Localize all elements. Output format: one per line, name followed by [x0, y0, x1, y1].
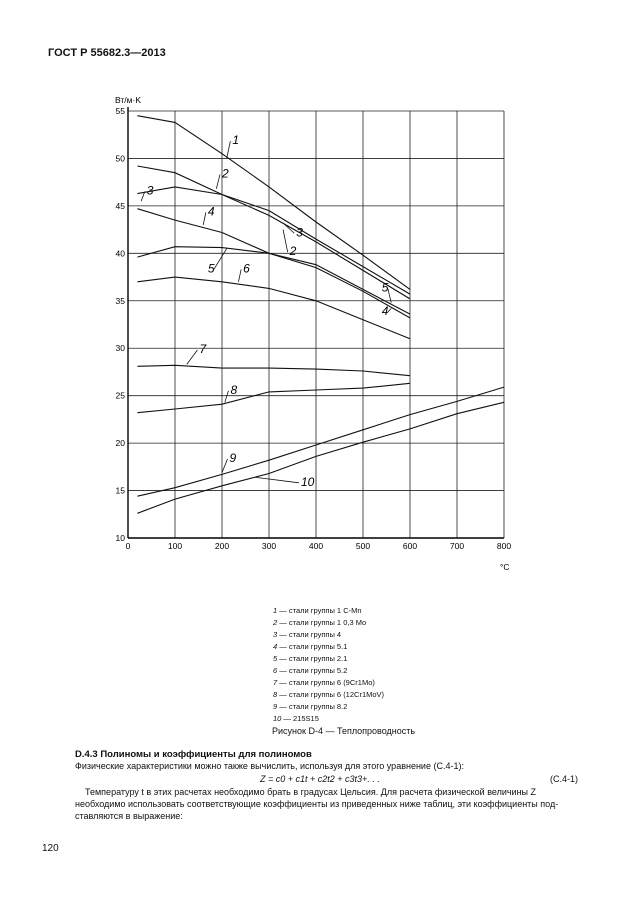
callout-label-5: 5: [207, 261, 215, 276]
callout-label-6: 6: [243, 261, 250, 276]
x-tick-label: 300: [261, 541, 277, 551]
section-heading: D.4.3 Полиномы и коэффициенты для полиномов: [75, 749, 312, 760]
callout-label-9: 9: [229, 451, 237, 466]
callout-leader-4: [203, 212, 206, 224]
paragraph-text: Физические характеристики можно также вычислить, используя для этого уравнение (C.4-1):: [75, 761, 464, 771]
y-tick-label: 40: [115, 248, 125, 259]
paragraph-text: необходимо использовать соответствующие коэффициенты из приведенных ниже таблиц, эти коэффициенты под-: [75, 799, 559, 809]
x-tick-label: 0: [125, 541, 131, 551]
legend-item: 8 — стали группы 6 (12Cr1MoV): [273, 690, 385, 699]
series-line-2: [137, 166, 410, 299]
y-tick-label: 50: [115, 153, 125, 164]
series-line-6: [137, 277, 410, 339]
x-tick-label: 100: [167, 541, 183, 551]
callout-label-4: 4: [207, 204, 215, 219]
chart-grid: [128, 111, 504, 538]
y-tick-label: 20: [115, 438, 125, 449]
legend-item: 2 — стали группы 1 0,3 Mo: [273, 618, 367, 627]
series-line-4: [137, 209, 410, 318]
x-tick-label: 700: [449, 541, 465, 551]
callout-leader-9: [222, 459, 228, 472]
callout-leader-1: [227, 141, 231, 158]
series-line-7: [137, 365, 410, 375]
y-tick-label: 25: [115, 390, 125, 401]
legend-item: 9 — стали группы 8.2: [273, 702, 348, 711]
y-tick-label: 45: [115, 200, 125, 211]
series-line-10: [137, 402, 504, 513]
paragraph-text: ставляются в выражение:: [75, 811, 183, 821]
x-tick-label: 600: [402, 541, 418, 551]
figure-caption: Рисунок D-4 — Теплопроводность: [272, 726, 416, 736]
y-tick-label: 30: [115, 343, 125, 354]
callout-leader-2: [216, 174, 220, 188]
callout-label-5: 5: [381, 280, 389, 295]
page-number: 120: [42, 843, 59, 854]
x-tick-label: 500: [355, 541, 371, 551]
x-tick-label: 200: [214, 541, 230, 551]
legend-item: 6 — стали группы 5.2: [273, 666, 348, 675]
paragraph-text: Температуру t в этих расчетах необходимо брать в градусах Цельсия. Для расчета физической величины Z: [85, 787, 537, 797]
x-tick-label: 400: [308, 541, 324, 551]
callout-leader-5: [214, 249, 227, 270]
y-axis-label: Вт/м·K: [115, 95, 141, 105]
y-tick-label: 15: [115, 485, 125, 496]
y-tick-label: 55: [115, 106, 125, 116]
callout-leader-7: [187, 350, 198, 364]
y-tick-label: 35: [115, 295, 125, 306]
x-axis-label: °C: [500, 562, 510, 572]
legend-item: 5 — стали группы 2.1: [273, 654, 348, 663]
series-line-5: [137, 247, 410, 314]
callout-leader-2: [283, 230, 288, 253]
callout-label-7: 7: [199, 341, 207, 356]
callout-label-2: 2: [222, 166, 229, 181]
callout-leader-8: [225, 391, 229, 403]
series-line-1: [137, 116, 410, 290]
legend-item: 4 — стали группы 5.1: [273, 642, 348, 651]
legend-item: 1 — стали группы 1 C-Mn: [273, 606, 362, 615]
chart-series: [137, 116, 504, 514]
callout-label-3: 3: [296, 225, 303, 240]
document-header: ГОСТ Р 55682.3—2013: [48, 47, 166, 59]
series-line-3: [137, 187, 410, 294]
equation: Z = c0 + c1t + c2t2 + c3t3+. . .: [260, 774, 380, 784]
equation-number: (C.4-1): [550, 774, 579, 784]
callout-label-8: 8: [230, 382, 238, 397]
series-line-8: [137, 383, 410, 412]
callout-label-2: 2: [289, 244, 297, 259]
callout-label-3: 3: [146, 183, 154, 198]
legend-item: 3 — стали группы 4: [273, 630, 342, 639]
legend-item: 10 — 215S15: [273, 714, 319, 723]
callout-leader-10: [255, 477, 299, 483]
y-tick-label: 10: [115, 533, 125, 543]
legend-item: 7 — стали группы 6 (9Cr1Mo): [273, 678, 375, 687]
callout-label-4: 4: [381, 304, 389, 319]
callout-label-1: 1: [232, 133, 240, 148]
callout-label-10: 10: [300, 474, 315, 489]
x-tick-label: 800: [496, 541, 512, 551]
callout-leader-6: [238, 269, 241, 281]
series-line-9: [137, 387, 504, 496]
